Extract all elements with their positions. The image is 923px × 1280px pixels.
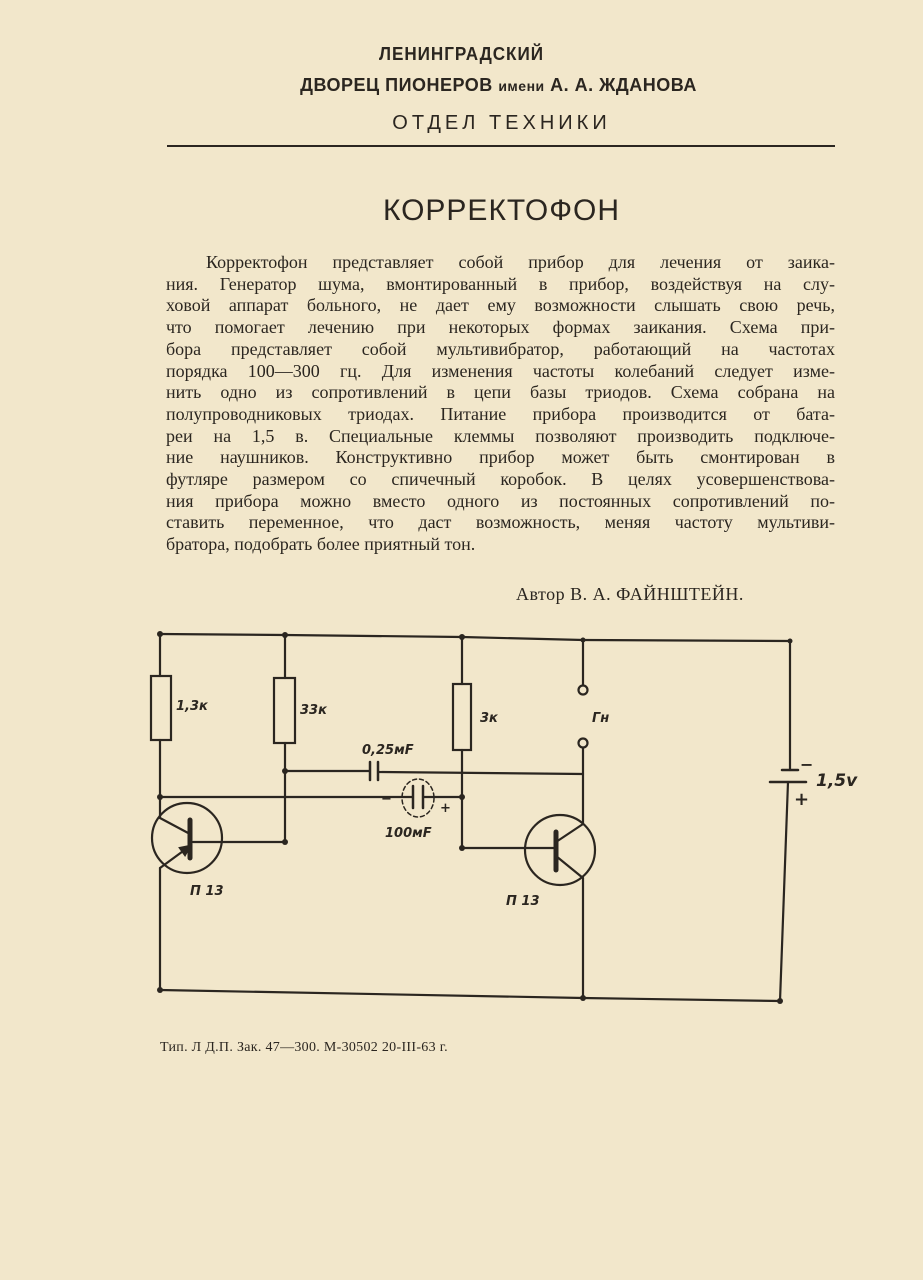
- body-line: что помогает лечению при некоторых формах заикания. Схема при-: [166, 317, 835, 338]
- label-r2: 33к: [300, 703, 327, 718]
- resistor-r2: [274, 678, 295, 743]
- org-name: ЛЕНИНГРАДСКИЙ: [379, 44, 544, 64]
- body-line: ховой аппарат больного, не дает ему возможности слышать свою речь,: [166, 295, 835, 316]
- body-line: порядка 100—300 гц. Для изменения частоты колебаний следует изме-: [166, 360, 835, 381]
- resistor-r1: [151, 676, 171, 740]
- headphone-terminal: [579, 739, 588, 748]
- headphone-terminal: [579, 686, 588, 695]
- top-rail: [160, 634, 790, 641]
- resistor-r3: [453, 684, 471, 750]
- label-r3: 3к: [480, 711, 498, 726]
- document-title: КОРРЕКТОФОН: [382, 194, 621, 227]
- org-subtitle-small: имени: [498, 78, 545, 94]
- body-line: Корректофон представляет собой прибор для лечения от заика-: [206, 252, 835, 272]
- label-headphones: Гн: [592, 711, 610, 726]
- body-line: полупроводниковых триодах. Питание прибора производится от бата-: [166, 403, 835, 424]
- body-line: ния прибора можно вместо одного из постоянных сопротивлений по-: [166, 490, 835, 511]
- label-c2-minus: −: [381, 792, 392, 807]
- transistor-t1: [152, 803, 222, 873]
- body-line: нить одно из сопротивлений в цепи базы триодов. Схема собрана на: [166, 382, 835, 403]
- body-line: футляре размером со спичечный коробок. В целях усовершенствова-: [166, 469, 835, 490]
- body-line: ние наушников. Конструктивно прибор может быть смонтирован в: [166, 447, 835, 468]
- body-line: реи на 1,5 в. Специальные клеммы позволяют производить подключе-: [166, 425, 835, 446]
- label-c2: 100мF: [385, 826, 432, 841]
- body-line: ставить переменное, что даст возможность, меняя частоту мультиви-: [166, 512, 835, 533]
- label-c2-plus: +: [440, 801, 451, 816]
- label-t2: П 13: [506, 894, 540, 909]
- org-subtitle-main: ДВОРЕЦ ПИОНЕРОВ: [300, 75, 493, 95]
- body-line: братора, подобрать более приятный тон.: [166, 534, 476, 555]
- department: ОТДЕЛ ТЕХНИКИ: [392, 112, 611, 134]
- print-imprint: Тип. Л Д.П. Зак. 47—300. М-30502 20-III-63 г.: [160, 1040, 448, 1055]
- body-line: бора представляет собой мультивибратор, работающий на частотах: [166, 338, 835, 359]
- body-line: ния. Генератор шума, вмонтированный в прибор, воздействуя на слу-: [166, 273, 835, 294]
- org-subtitle-end: А. А. ЖДАНОВА: [550, 75, 697, 95]
- author: Автор В. А. ФАЙНШТЕЙН.: [516, 584, 744, 604]
- label-r1: 1,3к: [176, 699, 208, 714]
- label-battery-minus: −: [800, 755, 814, 774]
- bottom-rail: [160, 990, 780, 1001]
- label-battery-plus: +: [794, 789, 810, 810]
- label-c1: 0,25мF: [362, 743, 414, 758]
- label-battery: 1,5v: [816, 771, 858, 791]
- label-t1: П 13: [190, 884, 224, 899]
- transistor-t2: [525, 815, 595, 885]
- junction-dots: [157, 631, 793, 1004]
